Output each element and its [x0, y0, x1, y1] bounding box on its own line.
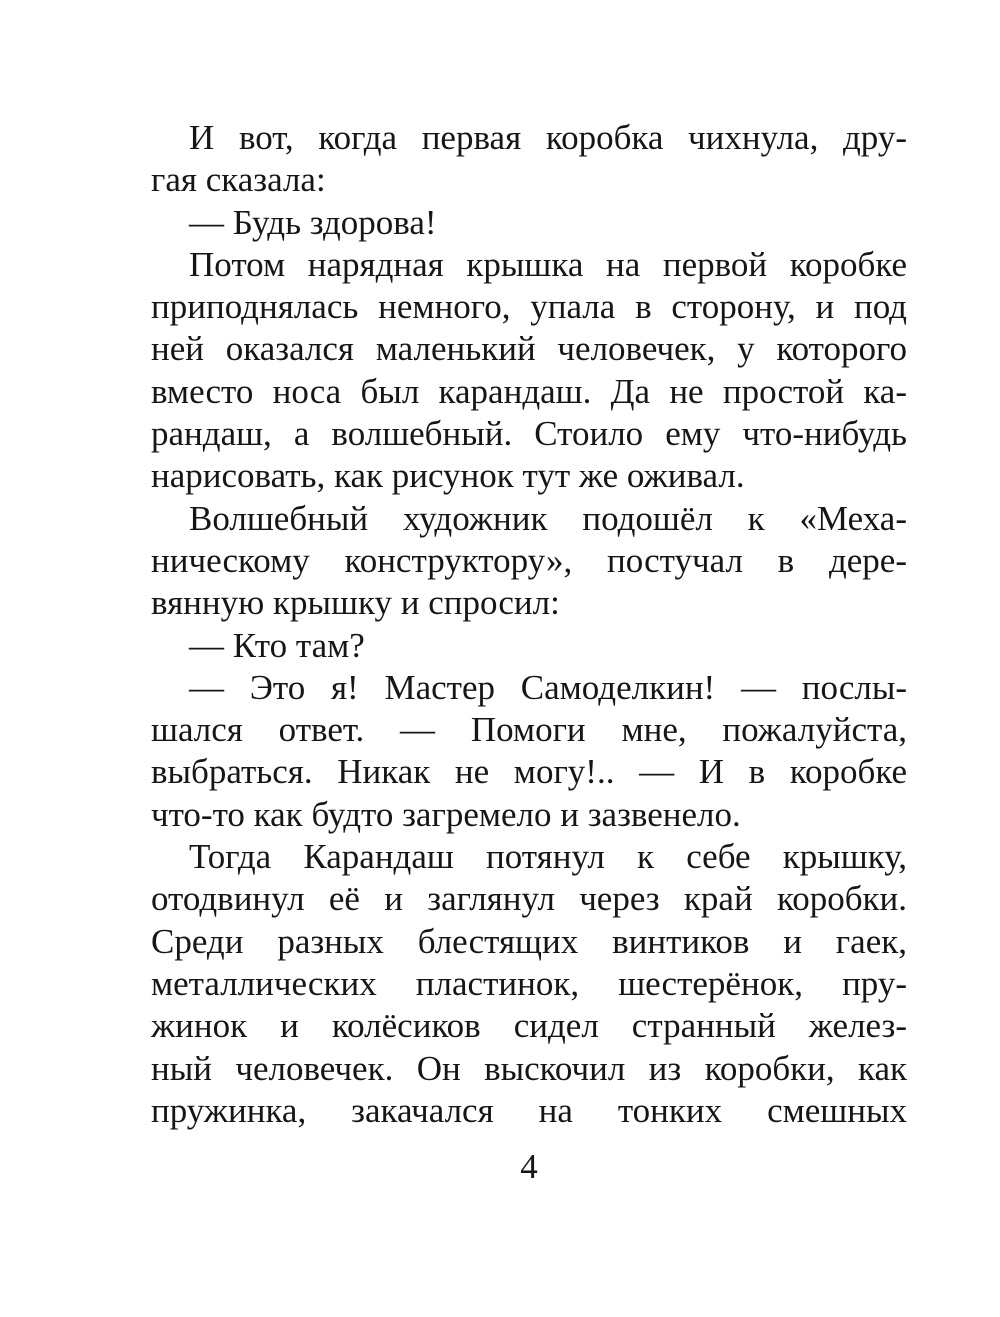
text-line: Среди разных блестящих винтиков и гаек,: [151, 921, 907, 961]
paragraph: [151, 625, 907, 667]
text-line: пружинка, закачался на тонких смешных: [151, 1090, 907, 1130]
page-text: [151, 117, 907, 1132]
text-line: Тогда Карандаш потянул к себе крышку,: [189, 837, 907, 877]
paragraph: [151, 498, 907, 625]
text-line: вместо носа был карандаш. Да не простой ка-: [151, 371, 907, 411]
text-line: выбраться. Никак не могу!.. — И в коробке: [151, 752, 907, 792]
paragraph: [151, 836, 907, 1132]
text-line: — Будь здорова!: [189, 202, 437, 242]
text-line: рандаш, а волшебный. Стоило ему что-нибудь: [151, 414, 907, 454]
text-line: отодвинул её и заглянул через край коробки.: [151, 879, 907, 919]
text-line: И вот, когда первая коробка чихнула, дру-: [189, 118, 907, 157]
text-line: приподнялась немного, упала в сторону, и под: [151, 287, 907, 327]
text-line: жинок и колёсиков сидел странный желез-: [151, 1006, 907, 1046]
text-line: вянную крышку и спросил:: [151, 583, 560, 623]
text-line: ный человечек. Он выскочил из коробки, как: [151, 1048, 907, 1088]
paragraph: [151, 244, 907, 498]
text-line: ней оказался маленький человечек, у которого: [151, 329, 907, 369]
page-number: 4: [520, 1147, 538, 1186]
text-line: металлических пластинок, шестерёнок, пру-: [151, 963, 907, 1003]
paragraph: [151, 667, 907, 836]
text-line: ническому конструктору», постучал в дере-: [151, 540, 907, 580]
paragraph: [151, 117, 907, 202]
text-line: шался ответ. — Помоги мне, пожалуйста,: [151, 710, 907, 750]
text-line: — Кто там?: [189, 625, 365, 665]
text-line: нарисовать, как рисунок тут же оживал.: [151, 456, 745, 496]
paragraph: [151, 202, 907, 244]
text-line: Волшебный художник подошёл к «Меха-: [189, 498, 907, 538]
text-line: — Это я! Мастер Самоделкин! — послы-: [189, 667, 907, 707]
text-line: гая сказала:: [151, 160, 326, 200]
text-line: Потом нарядная крышка на первой коробке: [189, 244, 907, 284]
text-line: что-то как будто загремело и зазвенело.: [151, 794, 741, 834]
